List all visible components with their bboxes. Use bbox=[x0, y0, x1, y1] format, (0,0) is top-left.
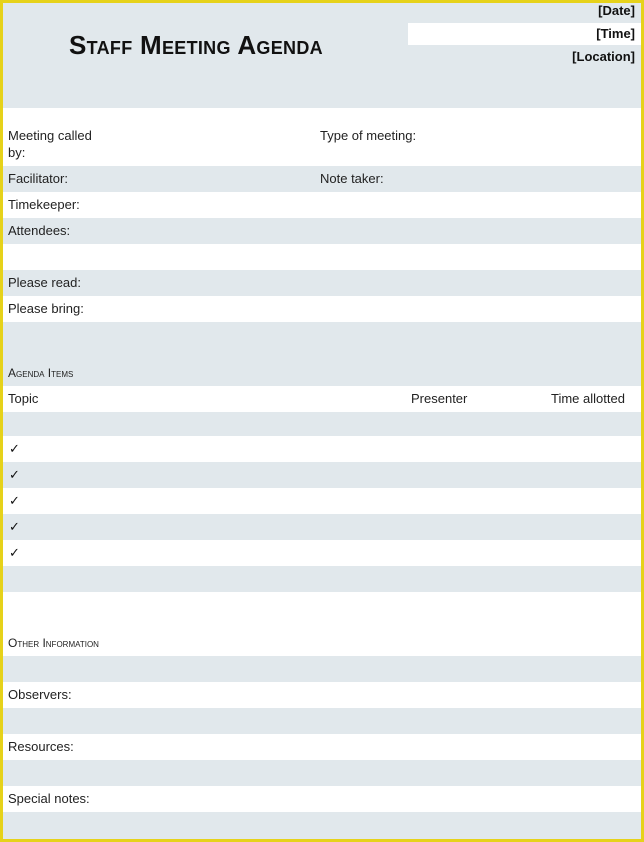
type-of-meeting-label: Type of meeting: bbox=[320, 128, 417, 143]
special-notes-label: Special notes: bbox=[8, 791, 90, 806]
other-information-heading: Other Information bbox=[8, 636, 99, 650]
agenda-item-row bbox=[3, 540, 641, 566]
other-row-blank bbox=[3, 656, 641, 682]
agenda-item-row bbox=[3, 436, 641, 462]
other-row-blank bbox=[3, 812, 641, 839]
timekeeper-label: Timekeeper: bbox=[8, 197, 80, 212]
topic-column-header: Topic bbox=[8, 391, 39, 406]
row-timekeeper bbox=[3, 192, 641, 218]
agenda-item-row bbox=[3, 462, 641, 488]
row-blank-1 bbox=[3, 244, 641, 270]
check-icon: ✓ bbox=[9, 519, 20, 534]
page-title: Staff Meeting Agenda bbox=[69, 30, 323, 60]
presenter-column-header: Presenter bbox=[411, 391, 468, 406]
other-info-heading-band bbox=[3, 592, 641, 656]
facilitator-label: Facilitator: bbox=[8, 171, 68, 186]
time-allotted-column-header: Time allotted bbox=[551, 391, 625, 406]
agenda-item-row bbox=[3, 514, 641, 540]
time-field[interactable]: [Time] bbox=[596, 26, 635, 41]
check-icon: ✓ bbox=[9, 441, 20, 456]
row-attendees bbox=[3, 218, 641, 244]
agenda-row-blank bbox=[3, 412, 641, 436]
attendees-label: Attendees: bbox=[8, 223, 71, 238]
check-icon: ✓ bbox=[9, 545, 20, 560]
agenda-heading-band bbox=[3, 322, 641, 386]
date-field[interactable]: [Date] bbox=[598, 3, 635, 18]
please-bring-label: Please bring: bbox=[8, 301, 84, 316]
row-observers bbox=[3, 682, 641, 708]
row-please-bring bbox=[3, 296, 641, 322]
agenda-items-heading: Agenda Items bbox=[8, 366, 74, 380]
row-meeting-called bbox=[3, 108, 641, 166]
location-field[interactable]: [Location] bbox=[572, 49, 635, 64]
row-resources bbox=[3, 734, 641, 760]
note-taker-label: Note taker: bbox=[320, 171, 384, 186]
agenda-column-header bbox=[3, 386, 641, 412]
meeting-called-label-2: by: bbox=[8, 145, 26, 160]
check-icon: ✓ bbox=[9, 493, 20, 508]
observers-label: Observers: bbox=[8, 687, 72, 702]
meeting-called-label-1: Meeting called bbox=[8, 128, 92, 143]
check-icon: ✓ bbox=[9, 467, 20, 482]
row-special-notes bbox=[3, 786, 641, 812]
resources-label: Resources: bbox=[8, 739, 74, 754]
row-please-read bbox=[3, 270, 641, 296]
row-facilitator bbox=[3, 166, 641, 192]
agenda-item-row bbox=[3, 488, 641, 514]
please-read-label: Please read: bbox=[8, 275, 81, 290]
agenda-row-blank bbox=[3, 566, 641, 592]
other-row-blank bbox=[3, 760, 641, 786]
other-row-blank bbox=[3, 708, 641, 734]
header-band bbox=[3, 0, 641, 108]
